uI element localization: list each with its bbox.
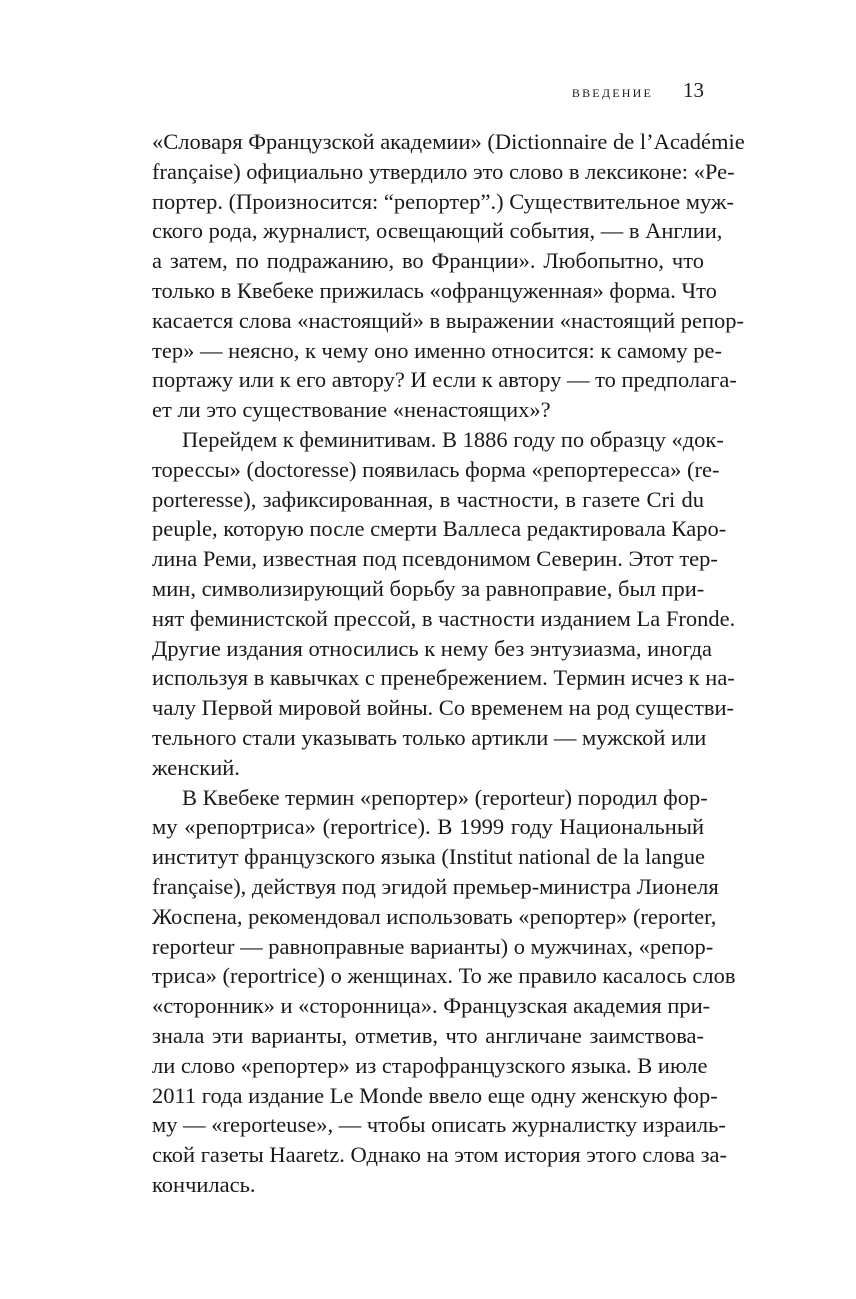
body-text (152, 127, 745, 1200)
text-line: ской газеты Haaretz. Однако на этом история этого слова за- (152, 1142, 728, 1168)
text-line: а затем, по подражанию, во Франции». Любопытно, что (152, 248, 704, 274)
text-line: ского рода, журналист, освещающий события, — в Англии, (152, 218, 723, 244)
running-head (572, 78, 704, 103)
text-line: нят феминистской прессой, в частности изданием La Fronde. (152, 605, 736, 631)
text-line: тер» — неясно, к чему оно именно относится: к самому ре- (152, 337, 723, 363)
text-line: портажу или к его автору? И если к автору — то предполага- (152, 367, 737, 393)
text-line: торессы» (doctoresse) появилась форма «репортересса» (re- (152, 456, 720, 482)
text-line: В Квебеке термин «репортер» (reporteur) породил фор- (182, 784, 708, 810)
text-line: reporteur — равноправные варианты) о мужчинах, «репор- (152, 933, 714, 959)
text-line: кончилась. (152, 1171, 256, 1197)
text-line: чалу Первой мировой войны. Со временем на род существи- (152, 695, 735, 721)
text-line: 2011 года издание Le Monde ввело еще одну женскую фор- (152, 1082, 718, 1108)
text-line: Перейдем к феминитивам. В 1886 году по образцу «док- (182, 426, 724, 452)
text-line: портер. (Произносится: “репортер”.) Существительное муж- (152, 188, 734, 214)
text-line: porteresse), зафиксированная, в частности, в газете Cri du (152, 486, 704, 512)
page-number: 13 (683, 78, 704, 102)
text-line: ли слово «репортер» из старофранцузского языка. В июле (152, 1052, 708, 1078)
section-title: введение (571, 82, 653, 101)
text-line: институт французского языка (Institut national de la langue (152, 844, 706, 870)
text-line: Другие издания относились к нему без энтузиазма, иногда (152, 635, 713, 661)
text-line: ет ли это существование «ненастоящих»? (152, 397, 551, 423)
text-line: лина Реми, известная под псевдонимом Северин. Этот тер- (152, 546, 718, 572)
text-line: только в Квебеке прижилась «офранцуженная» форма. Что (152, 277, 717, 303)
text-line: му — «reporteuse», — чтобы описать журналистку израиль- (152, 1112, 726, 1138)
text-line: му «репортриса» (reportrice). В 1999 году Национальный (152, 814, 704, 840)
text-line: знала эти варианты, отметив, что англичане заимствова- (152, 1022, 704, 1048)
text-line: Жоспена, рекомендовал использовать «репортер» (reporter, (152, 903, 717, 929)
text-line: peuple, которую после смерти Валлеса редактировала Каро- (152, 516, 727, 542)
text-line: используя в кавычках с пренебрежением. Термин исчез к на- (152, 665, 735, 691)
text-line: женский. (152, 754, 240, 780)
text-line: française), действуя под эгидой премьер-министра Лионеля (152, 873, 719, 899)
paragraph-2 (152, 425, 736, 783)
text-line: française) официально утвердило это слово в лексиконе: «Ре- (152, 158, 735, 184)
paragraph-3 (152, 783, 736, 1200)
text-line: «сторонник» и «сторонница». Французская академия при- (152, 993, 711, 1019)
text-line: касается слова «настоящий» в выражении «настоящий репор- (152, 307, 745, 333)
text-line: мин, символизирующий борьбу за равноправие, был при- (152, 575, 705, 601)
text-line: триса» (reportrice) о женщинах. То же правило касалось слов (152, 963, 736, 989)
text-line: тельного стали указывать только артикли — мужской или (152, 724, 707, 750)
text-line: «Словаря Французской академии» (Dictionnaire de l’Académie (152, 129, 745, 154)
paragraph-1 (152, 127, 745, 425)
